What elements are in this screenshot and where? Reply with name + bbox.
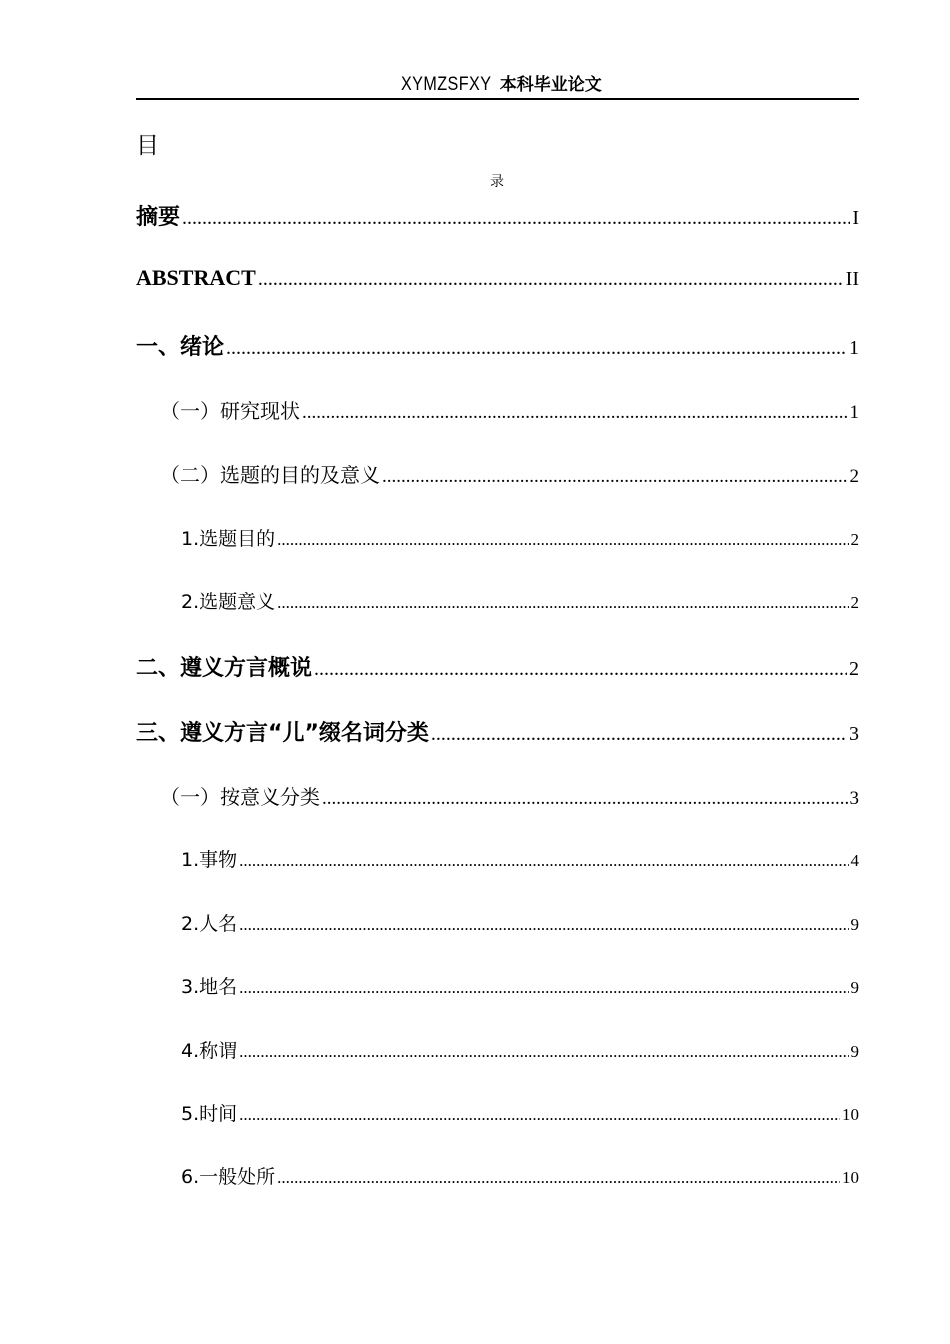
toc-entry-page: 1 — [849, 337, 859, 359]
toc-entry-page: II — [845, 268, 859, 290]
header-title: 本科毕业论文 — [499, 75, 602, 95]
dot-leader — [431, 723, 847, 746]
toc-entry-page: 10 — [842, 1105, 859, 1124]
toc-entry-label: （一）研究现状 — [160, 399, 300, 423]
dot-leader — [277, 1168, 840, 1188]
toc-entry-label: 6.一般处所 — [181, 1166, 276, 1188]
toc-entry-abstract-cn[interactable] — [136, 200, 859, 230]
toc-entry-label: 1.选题目的 — [181, 528, 276, 550]
toc-title-part2: 录 — [490, 174, 504, 190]
toc-entry-time[interactable] — [181, 1099, 859, 1129]
dot-leader — [382, 466, 848, 488]
dot-leader — [182, 207, 850, 230]
toc-entry-general-places[interactable] — [181, 1162, 859, 1192]
dot-leader — [258, 268, 844, 291]
toc-entry-label: ABSTRACT — [136, 265, 256, 290]
toc-entry-page: 2 — [849, 466, 859, 487]
toc-entry-page: 3 — [849, 788, 859, 809]
dot-leader — [239, 915, 848, 935]
toc-entry-abstract-en[interactable] — [136, 265, 859, 295]
toc-entry-classification[interactable] — [136, 716, 859, 746]
dot-leader — [277, 593, 848, 613]
toc-entry-label: （一）按意义分类 — [160, 785, 320, 809]
toc-entry-page: 9 — [850, 915, 859, 934]
toc-entry-label: 一、绪论 — [136, 335, 225, 360]
dot-leader — [277, 530, 848, 550]
toc-entry-page: 10 — [842, 1168, 859, 1187]
toc-entry-purpose[interactable] — [181, 524, 859, 554]
toc-entry-label: 1.事物 — [181, 849, 238, 871]
toc-entry-things[interactable] — [181, 845, 859, 875]
toc-entry-person-names[interactable] — [181, 909, 859, 939]
dot-leader — [239, 978, 848, 998]
toc-entry-label: （二）选题的目的及意义 — [160, 463, 380, 487]
toc-entry-page: 2 — [850, 530, 859, 549]
toc-entry-label: 4.称谓 — [181, 1040, 238, 1062]
toc-entry-significance[interactable] — [181, 587, 859, 617]
toc-entry-page: I — [852, 207, 859, 229]
toc-entry-introduction[interactable] — [136, 330, 859, 360]
dot-leader — [239, 1042, 848, 1062]
toc-entry-page: 9 — [850, 1042, 859, 1061]
toc-entry-place-names[interactable] — [181, 972, 859, 1002]
toc-entry-appellations[interactable] — [181, 1036, 859, 1066]
dot-leader — [226, 337, 847, 360]
toc-entry-page: 2 — [849, 658, 859, 680]
toc-entry-by-meaning[interactable] — [160, 781, 859, 811]
dot-leader — [239, 851, 848, 871]
toc-entry-purpose-significance[interactable] — [160, 459, 859, 489]
header-latin: XYMZSFXY — [401, 74, 492, 95]
toc-entry-label: 二、遵义方言概说 — [136, 656, 313, 681]
toc-entry-label: 2.人名 — [181, 913, 238, 935]
toc-entry-label: 三、遵义方言“儿”缀名词分类 — [136, 721, 429, 746]
dot-leader — [302, 402, 848, 424]
toc-entry-label: 摘要 — [136, 205, 181, 230]
toc-title-part1: 目 — [136, 133, 159, 159]
toc-entry-research-status[interactable] — [160, 395, 859, 425]
toc-entry-page: 1 — [849, 402, 859, 423]
dot-leader — [314, 658, 847, 681]
dot-leader — [239, 1105, 840, 1125]
toc-entry-page: 3 — [849, 723, 859, 745]
toc-entry-label: 2.选题意义 — [181, 591, 276, 613]
toc-entry-label: 5.时间 — [181, 1103, 238, 1125]
toc-entry-page: 4 — [850, 851, 859, 870]
page-header — [136, 70, 859, 100]
toc-entry-label: 3.地名 — [181, 976, 238, 998]
toc-entry-dialect-overview[interactable] — [136, 651, 859, 681]
toc-entry-page: 9 — [850, 978, 859, 997]
dot-leader — [322, 788, 848, 810]
toc-entry-page: 2 — [850, 593, 859, 612]
